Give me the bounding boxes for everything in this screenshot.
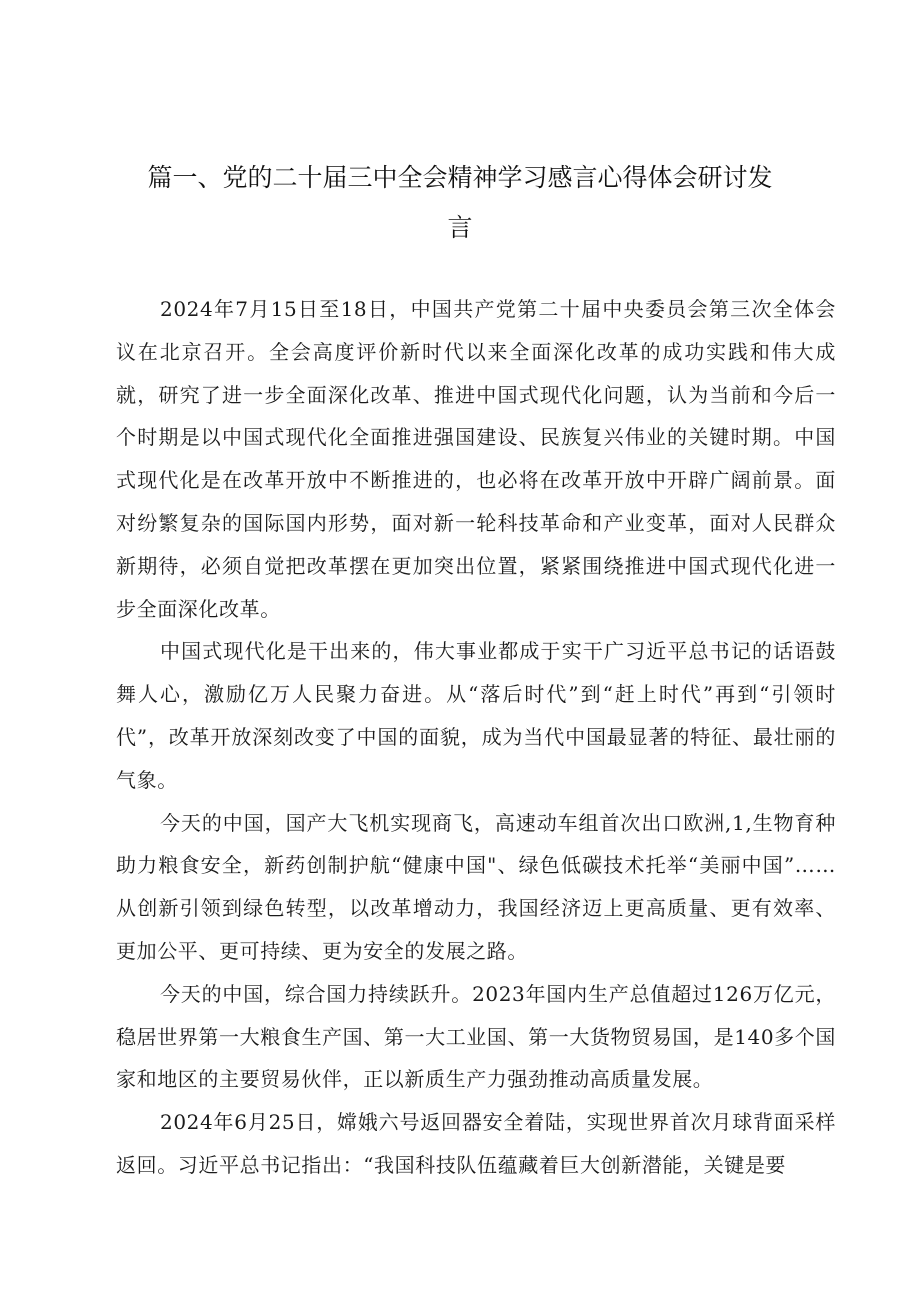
paragraph-3: 今天的中国，国产大飞机实现商飞，高速动车组首次出口欧洲,1,生物育种助力粮食安全，新药创制护航“健康中国"、绿色低碳技术托举“美丽中国”……从创新引领到绿色转型，以改革增动力，我国经济迈上更高质量、更有效率、更加公平、更可持续、更为安全的发展之路。	[116, 810, 836, 963]
document-body	[116, 288, 836, 1187]
title-line-2: 言	[447, 213, 473, 242]
document-title	[110, 153, 810, 253]
paragraph-2: 中国式现代化是干出来的，伟大事业都成于实干广习近平总书记的话语鼓舞人心，激励亿万人民聚力奋进。从“落后时代”到“赶上时代”再到“引领时代”，改革开放深刻改变了中国的面貌，成为当代中国最显著的特征、最壮丽的气象。	[116, 639, 836, 792]
paragraph-5: 2024年6月25日，嫦娥六号返回器安全着陆，实现世界首次月球背面采样返回。习近平总书记指出：“我国科技队伍蕴藏着巨大创新潜能，关键是要	[116, 1110, 836, 1177]
paragraph-4: 今天的中国，综合国力持续跃升。2023年国内生产总值超过126万亿元，稳居世界第一大粮食生产国、第一大工业国、第一大货物贸易国，是140多个国家和地区的主要贸易伙伴，正以新质生产力强劲推动高质量发展。	[116, 981, 836, 1092]
paragraph-1: 2024年7月15日至18日，中国共产党第二十届中央委员会第三次全体会议在北京召开。全会高度评价新时代以来全面深化改革的成功实践和伟大成就，研究了进一步全面深化改革、推进中国式现代化问题，认为当前和今后一个时期是以中国式现代化全面推进强国建设、民族复兴伟业的关键时期。中国式现代化是在改革开放中不断推进的，也必将在改革开放中开辟广阔前景。面对纷繁复杂的国际国内形势，面对新一轮科技革命和产业变革，面对人民群众新期待，必须自觉把改革摆在更加突出位置，紧紧围绕推进中国式现代化进一步全面深化改革。	[116, 297, 836, 621]
title-line-1: 篇一、党的二十届三中全会精神学习感言心得体会研讨发	[147, 163, 773, 192]
